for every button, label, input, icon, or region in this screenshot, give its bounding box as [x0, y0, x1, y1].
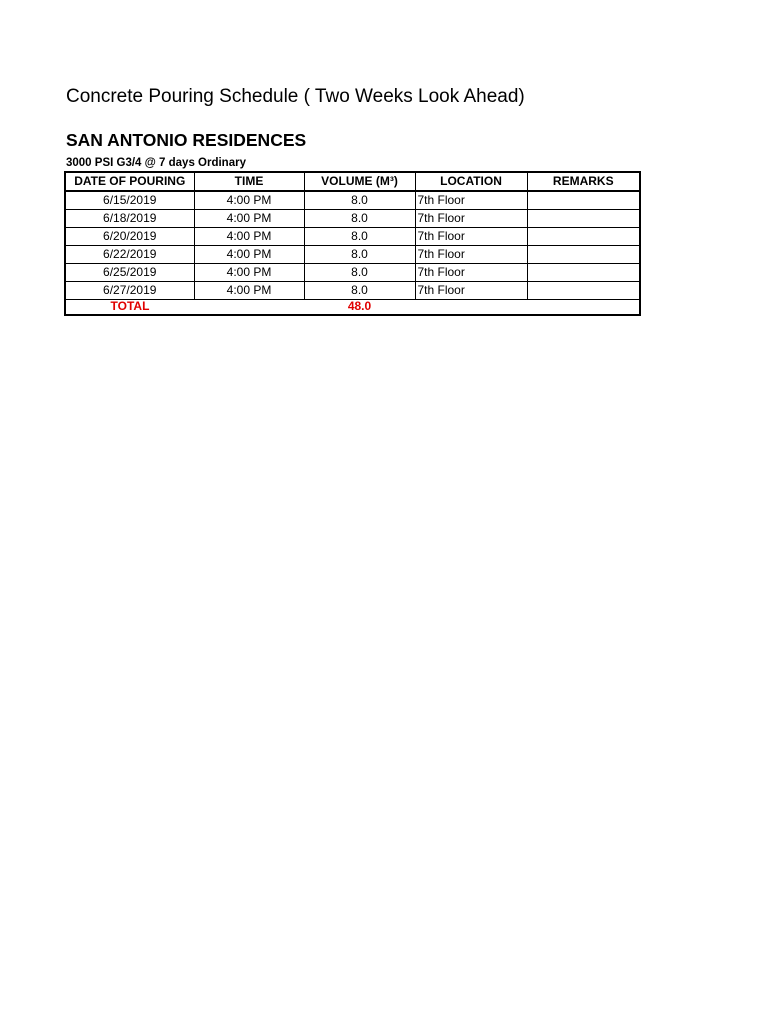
cell-date: 6/15/2019	[65, 191, 194, 210]
cell-location: 7th Floor	[415, 264, 527, 282]
cell-location: 7th Floor	[415, 210, 527, 228]
pouring-schedule-table	[64, 171, 641, 316]
cell-remarks	[527, 264, 640, 282]
cell-time: 4:00 PM	[194, 246, 304, 264]
total-label: TOTAL	[110, 299, 150, 313]
cell-date: 6/18/2019	[65, 210, 194, 228]
cell-volume: 8.0	[304, 191, 415, 210]
header-time: TIME	[194, 172, 304, 191]
cell-time: 4:00 PM	[194, 228, 304, 246]
table-row	[65, 282, 640, 300]
cell-remarks	[527, 228, 640, 246]
cell-volume: 8.0	[304, 282, 415, 300]
table-row	[65, 264, 640, 282]
document-title: Concrete Pouring Schedule ( Two Weeks Look Ahead)	[66, 86, 525, 107]
total-volume: 48.0	[347, 299, 372, 313]
cell-date: 6/25/2019	[65, 264, 194, 282]
table-row	[65, 210, 640, 228]
cell-remarks	[527, 246, 640, 264]
table-header-row	[65, 172, 640, 191]
header-date-of-pouring: DATE OF POURING	[65, 172, 194, 191]
cell-time: 4:00 PM	[194, 264, 304, 282]
cell-time: 4:00 PM	[194, 210, 304, 228]
cell-location: 7th Floor	[415, 228, 527, 246]
total-spacer	[194, 300, 304, 316]
cell-remarks	[527, 282, 640, 300]
cell-remarks	[527, 210, 640, 228]
cell-volume: 8.0	[304, 264, 415, 282]
table-row	[65, 191, 640, 210]
total-spacer	[415, 300, 527, 316]
table-row	[65, 246, 640, 264]
cell-location: 7th Floor	[415, 246, 527, 264]
cell-time: 4:00 PM	[194, 282, 304, 300]
cell-date: 6/20/2019	[65, 228, 194, 246]
header-remarks: REMARKS	[527, 172, 640, 191]
cell-date: 6/22/2019	[65, 246, 194, 264]
header-volume: VOLUME (M³)	[304, 172, 415, 191]
total-row	[65, 300, 640, 316]
cell-date: 6/27/2019	[65, 282, 194, 300]
cell-volume: 8.0	[304, 246, 415, 264]
concrete-spec: 3000 PSI G3/4 @ 7 days Ordinary	[66, 157, 246, 169]
header-location: LOCATION	[415, 172, 527, 191]
cell-location: 7th Floor	[415, 282, 527, 300]
table-row	[65, 228, 640, 246]
project-name: SAN ANTONIO RESIDENCES	[66, 130, 307, 150]
cell-volume: 8.0	[304, 210, 415, 228]
cell-remarks	[527, 191, 640, 210]
cell-volume: 8.0	[304, 228, 415, 246]
cell-location: 7th Floor	[415, 191, 527, 210]
cell-time: 4:00 PM	[194, 191, 304, 210]
total-spacer	[527, 300, 640, 316]
